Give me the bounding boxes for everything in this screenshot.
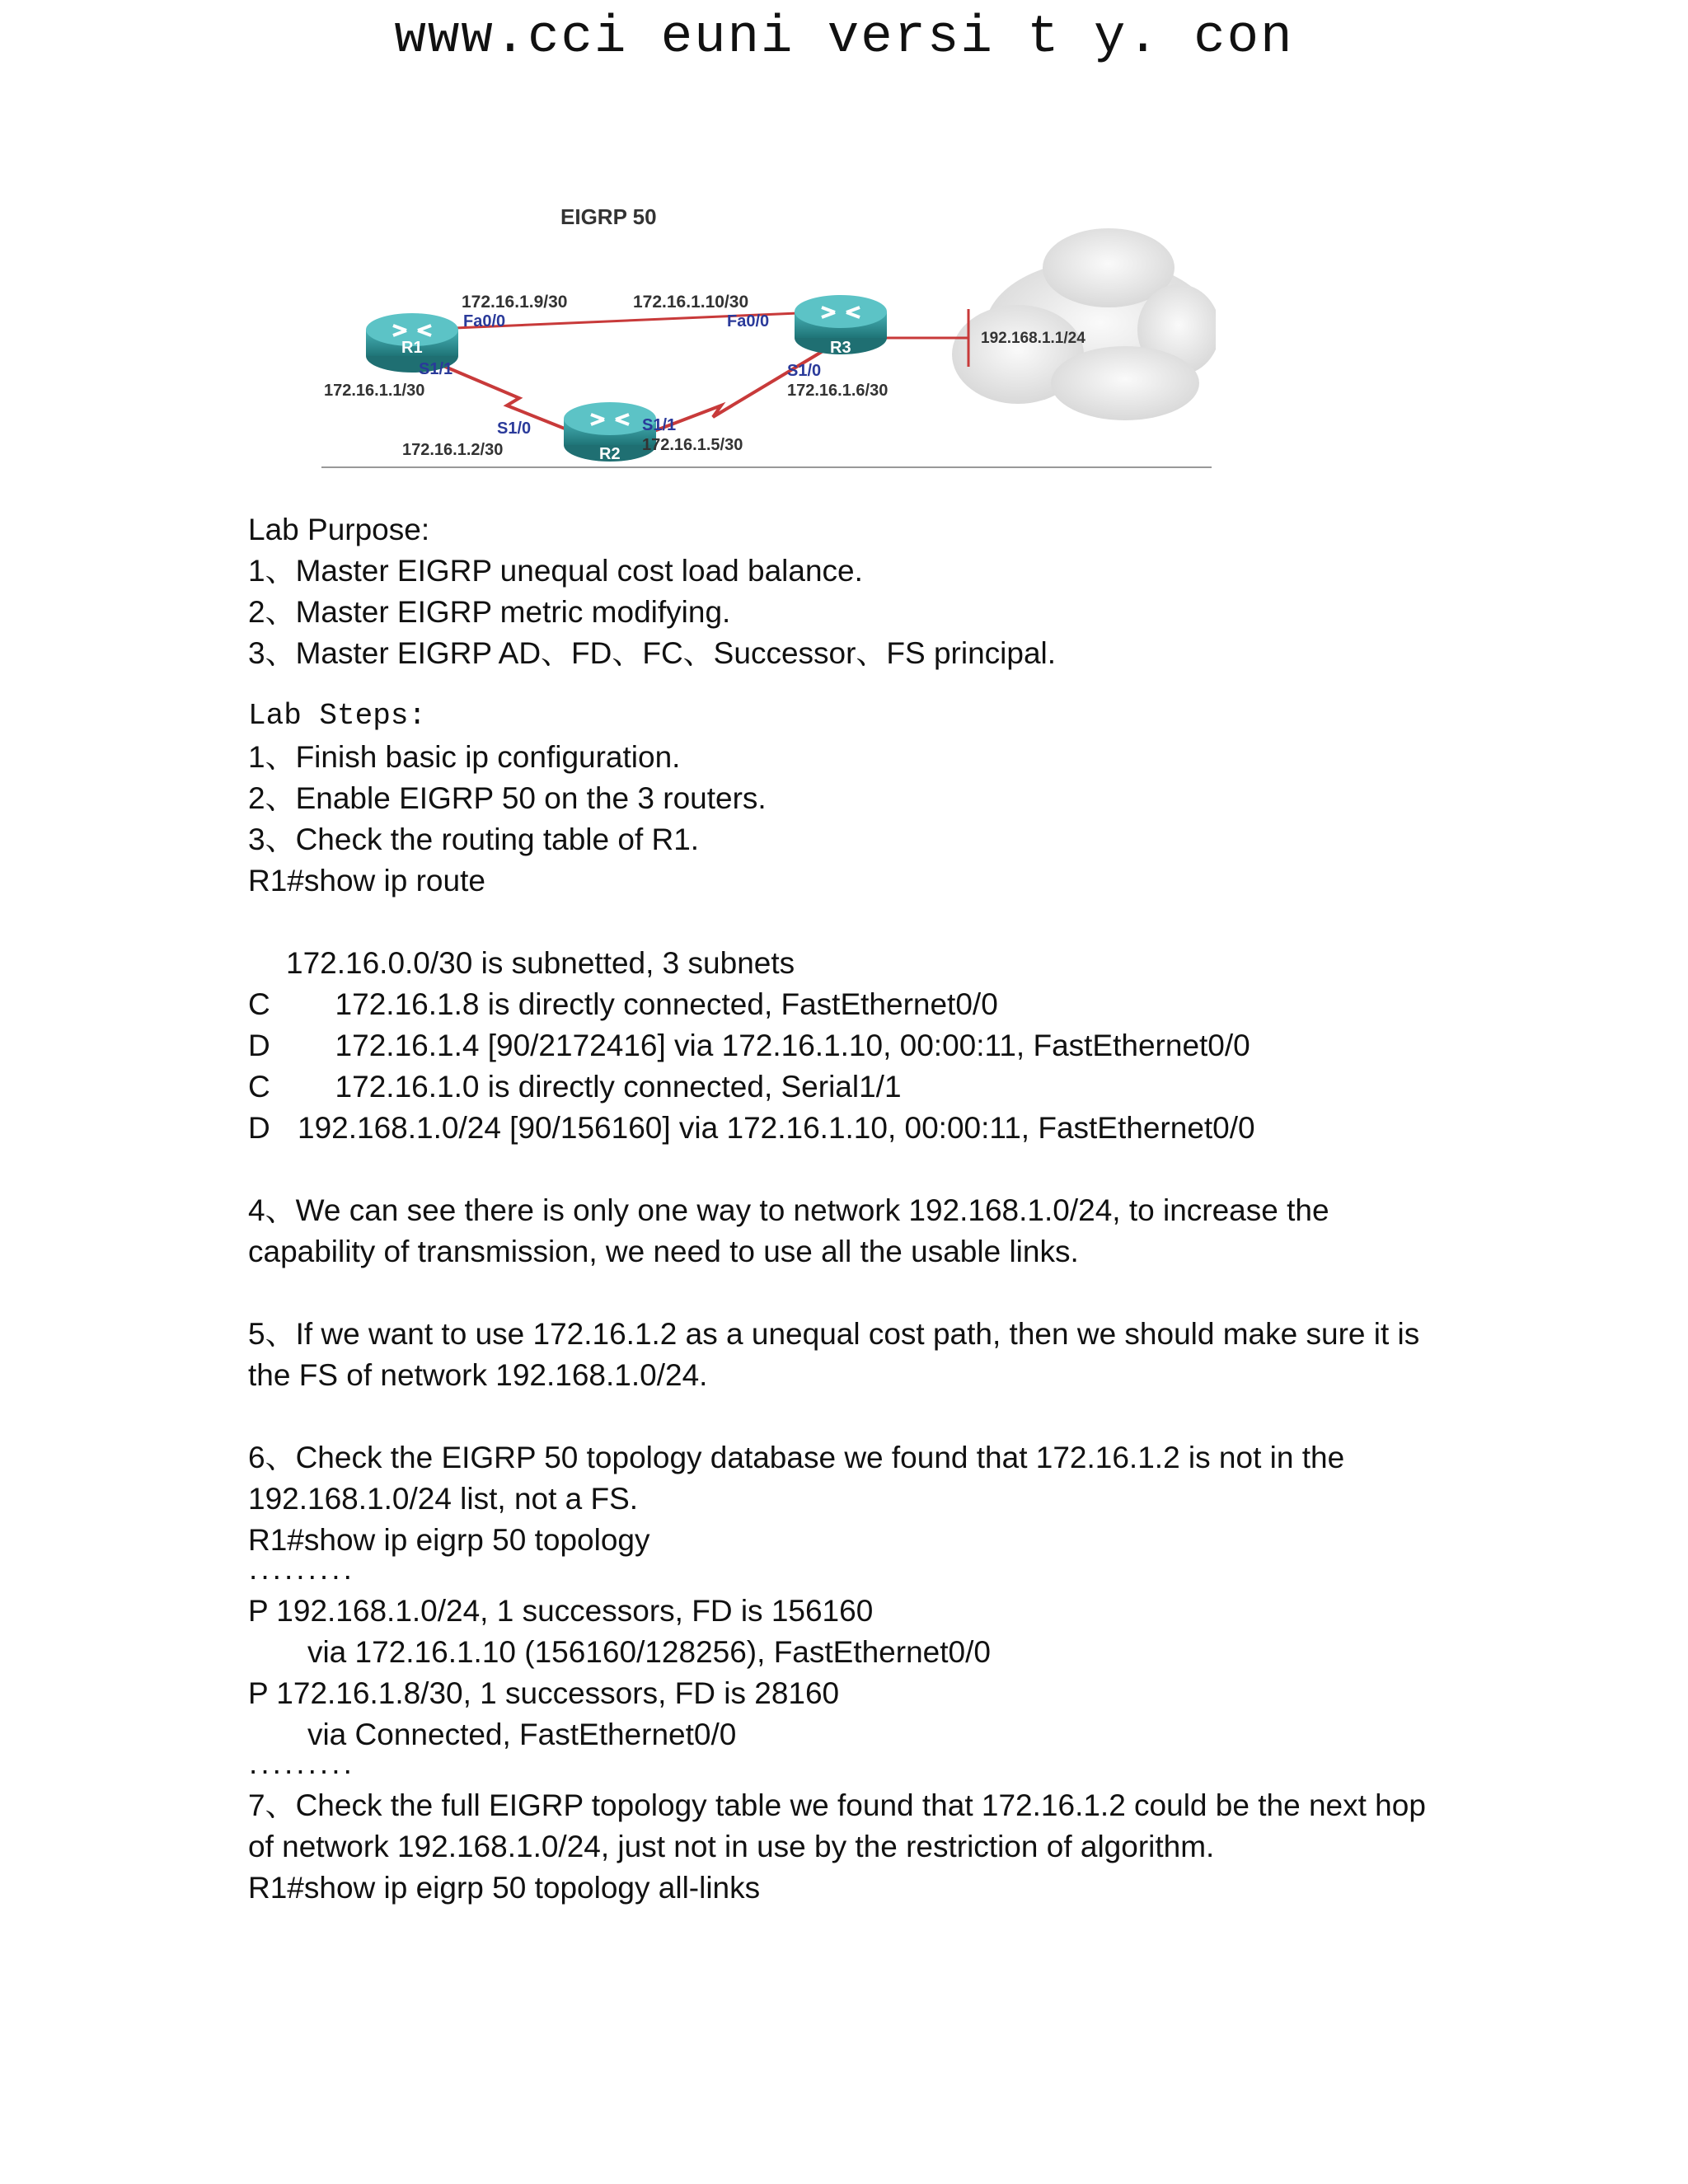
topology-line: P 192.168.1.0/24, 1 successors, FD is 156160: [248, 1594, 874, 1628]
r1-s-ip: 172.16.1.1/30: [324, 382, 425, 400]
router-r1-label: R1: [401, 339, 423, 357]
para5-line: 5、If we want to use 172.16.1.2 as a unequal cost path, then we should make sure it is: [248, 1317, 1420, 1351]
route-code: C: [248, 1070, 270, 1104]
r3-s-if: S1/0: [787, 362, 822, 380]
route-code: D: [248, 1111, 270, 1145]
router-r2-label: R2: [599, 445, 621, 463]
r3-fa-ip: 172.16.1.10/30: [633, 293, 749, 312]
eigrp-topology-diagram: [317, 190, 1216, 474]
topology-line: via 172.16.1.10 (156160/128256), FastEthernet0/0: [248, 1635, 991, 1669]
site-url-header: www.cci euni versi t y. con: [394, 8, 1294, 68]
route-row: [248, 1066, 1468, 1108]
r1-fa-ip: 172.16.1.9/30: [462, 293, 568, 312]
r2-s1-if: S1/1: [642, 416, 677, 434]
route-text: 172.16.1.0 is directly connected, Serial1/1: [318, 1070, 902, 1104]
route-text: 172.16.1.8 is directly connected, FastEthernet0/0: [318, 987, 998, 1021]
r2-s1-ip: 172.16.1.5/30: [642, 436, 743, 454]
step-item: 2、Enable EIGRP 50 on the 3 routers.: [248, 781, 767, 815]
r2-s0-ip: 172.16.1.2/30: [402, 441, 504, 459]
r1-fa-if: Fa0/0: [463, 312, 506, 330]
route-text: 192.168.1.0/24 [90/156160] via 172.16.1.10, 00:00:11, FastEthernet0/0: [298, 1111, 1255, 1145]
purpose-heading: Lab Purpose:: [248, 513, 430, 546]
para7-line: of network 192.168.1.0/24, just not in use by the restriction of algorithm.: [248, 1830, 1215, 1863]
para4-line: 4、We can see there is only one way to network 192.168.1.0/24, to increase the: [248, 1193, 1329, 1227]
router-r3-label: R3: [830, 339, 851, 357]
command-show-topology: R1#show ip eigrp 50 topology: [248, 1523, 650, 1557]
route-row: [248, 984, 1468, 1025]
lan-ip: 192.168.1.1/24: [981, 330, 1085, 347]
diagram-title: EIGRP 50: [560, 204, 657, 229]
para6-line: 192.168.1.0/24 list, not a FS.: [248, 1482, 639, 1516]
route-row: [248, 1108, 1468, 1149]
purpose-item: 1、Master EIGRP unequal cost load balance.: [248, 554, 863, 588]
topology-line: P 172.16.1.8/30, 1 successors, FD is 28160: [248, 1676, 840, 1710]
para7-line: 7、Check the full EIGRP topology table we found that 172.16.1.2 could be the next hop: [248, 1788, 1426, 1822]
purpose-item: 2、Master EIGRP metric modifying.: [248, 595, 731, 629]
r1-s-if: S1/1: [419, 360, 453, 378]
para4-line: capability of transmission, we need to use all the usable links.: [248, 1235, 1079, 1268]
command-show-ip-route: R1#show ip route: [248, 864, 485, 898]
route-code: D: [248, 1029, 270, 1062]
step-item: 3、Check the routing table of R1.: [248, 823, 700, 856]
route-text: 172.16.1.4 [90/2172416] via 172.16.1.10, 00:00:11, FastEthernet0/0: [318, 1029, 1250, 1062]
topology-line: via Connected, FastEthernet0/0: [248, 1718, 737, 1751]
command-show-topology-all-links: R1#show ip eigrp 50 topology all-links: [248, 1871, 761, 1905]
r3-fa-if: Fa0/0: [727, 312, 770, 330]
lan-cloud: [952, 228, 1216, 420]
purpose-item: 3、Master EIGRP AD、FD、FC、Successor、FS principal.: [248, 636, 1057, 670]
para5-line: the FS of network 192.168.1.0/24.: [248, 1358, 708, 1392]
r3-s-ip: 172.16.1.6/30: [787, 382, 889, 400]
step-item: 1、Finish basic ip configuration.: [248, 740, 681, 774]
route-subnet-line: 172.16.0.0/30 is subnetted, 3 subnets: [286, 946, 795, 980]
r2-s0-if: S1/0: [497, 419, 532, 438]
para6-line: 6、Check the EIGRP 50 topology database we found that 172.16.1.2 is not in the: [248, 1441, 1345, 1474]
lab-content: [248, 509, 1468, 1909]
route-row: [248, 1025, 1468, 1066]
ellipsis-dots: ·········: [248, 1558, 354, 1592]
steps-heading: Lab Steps:: [248, 699, 427, 733]
ellipsis-dots: ·········: [248, 1753, 354, 1787]
route-code: C: [248, 987, 270, 1021]
